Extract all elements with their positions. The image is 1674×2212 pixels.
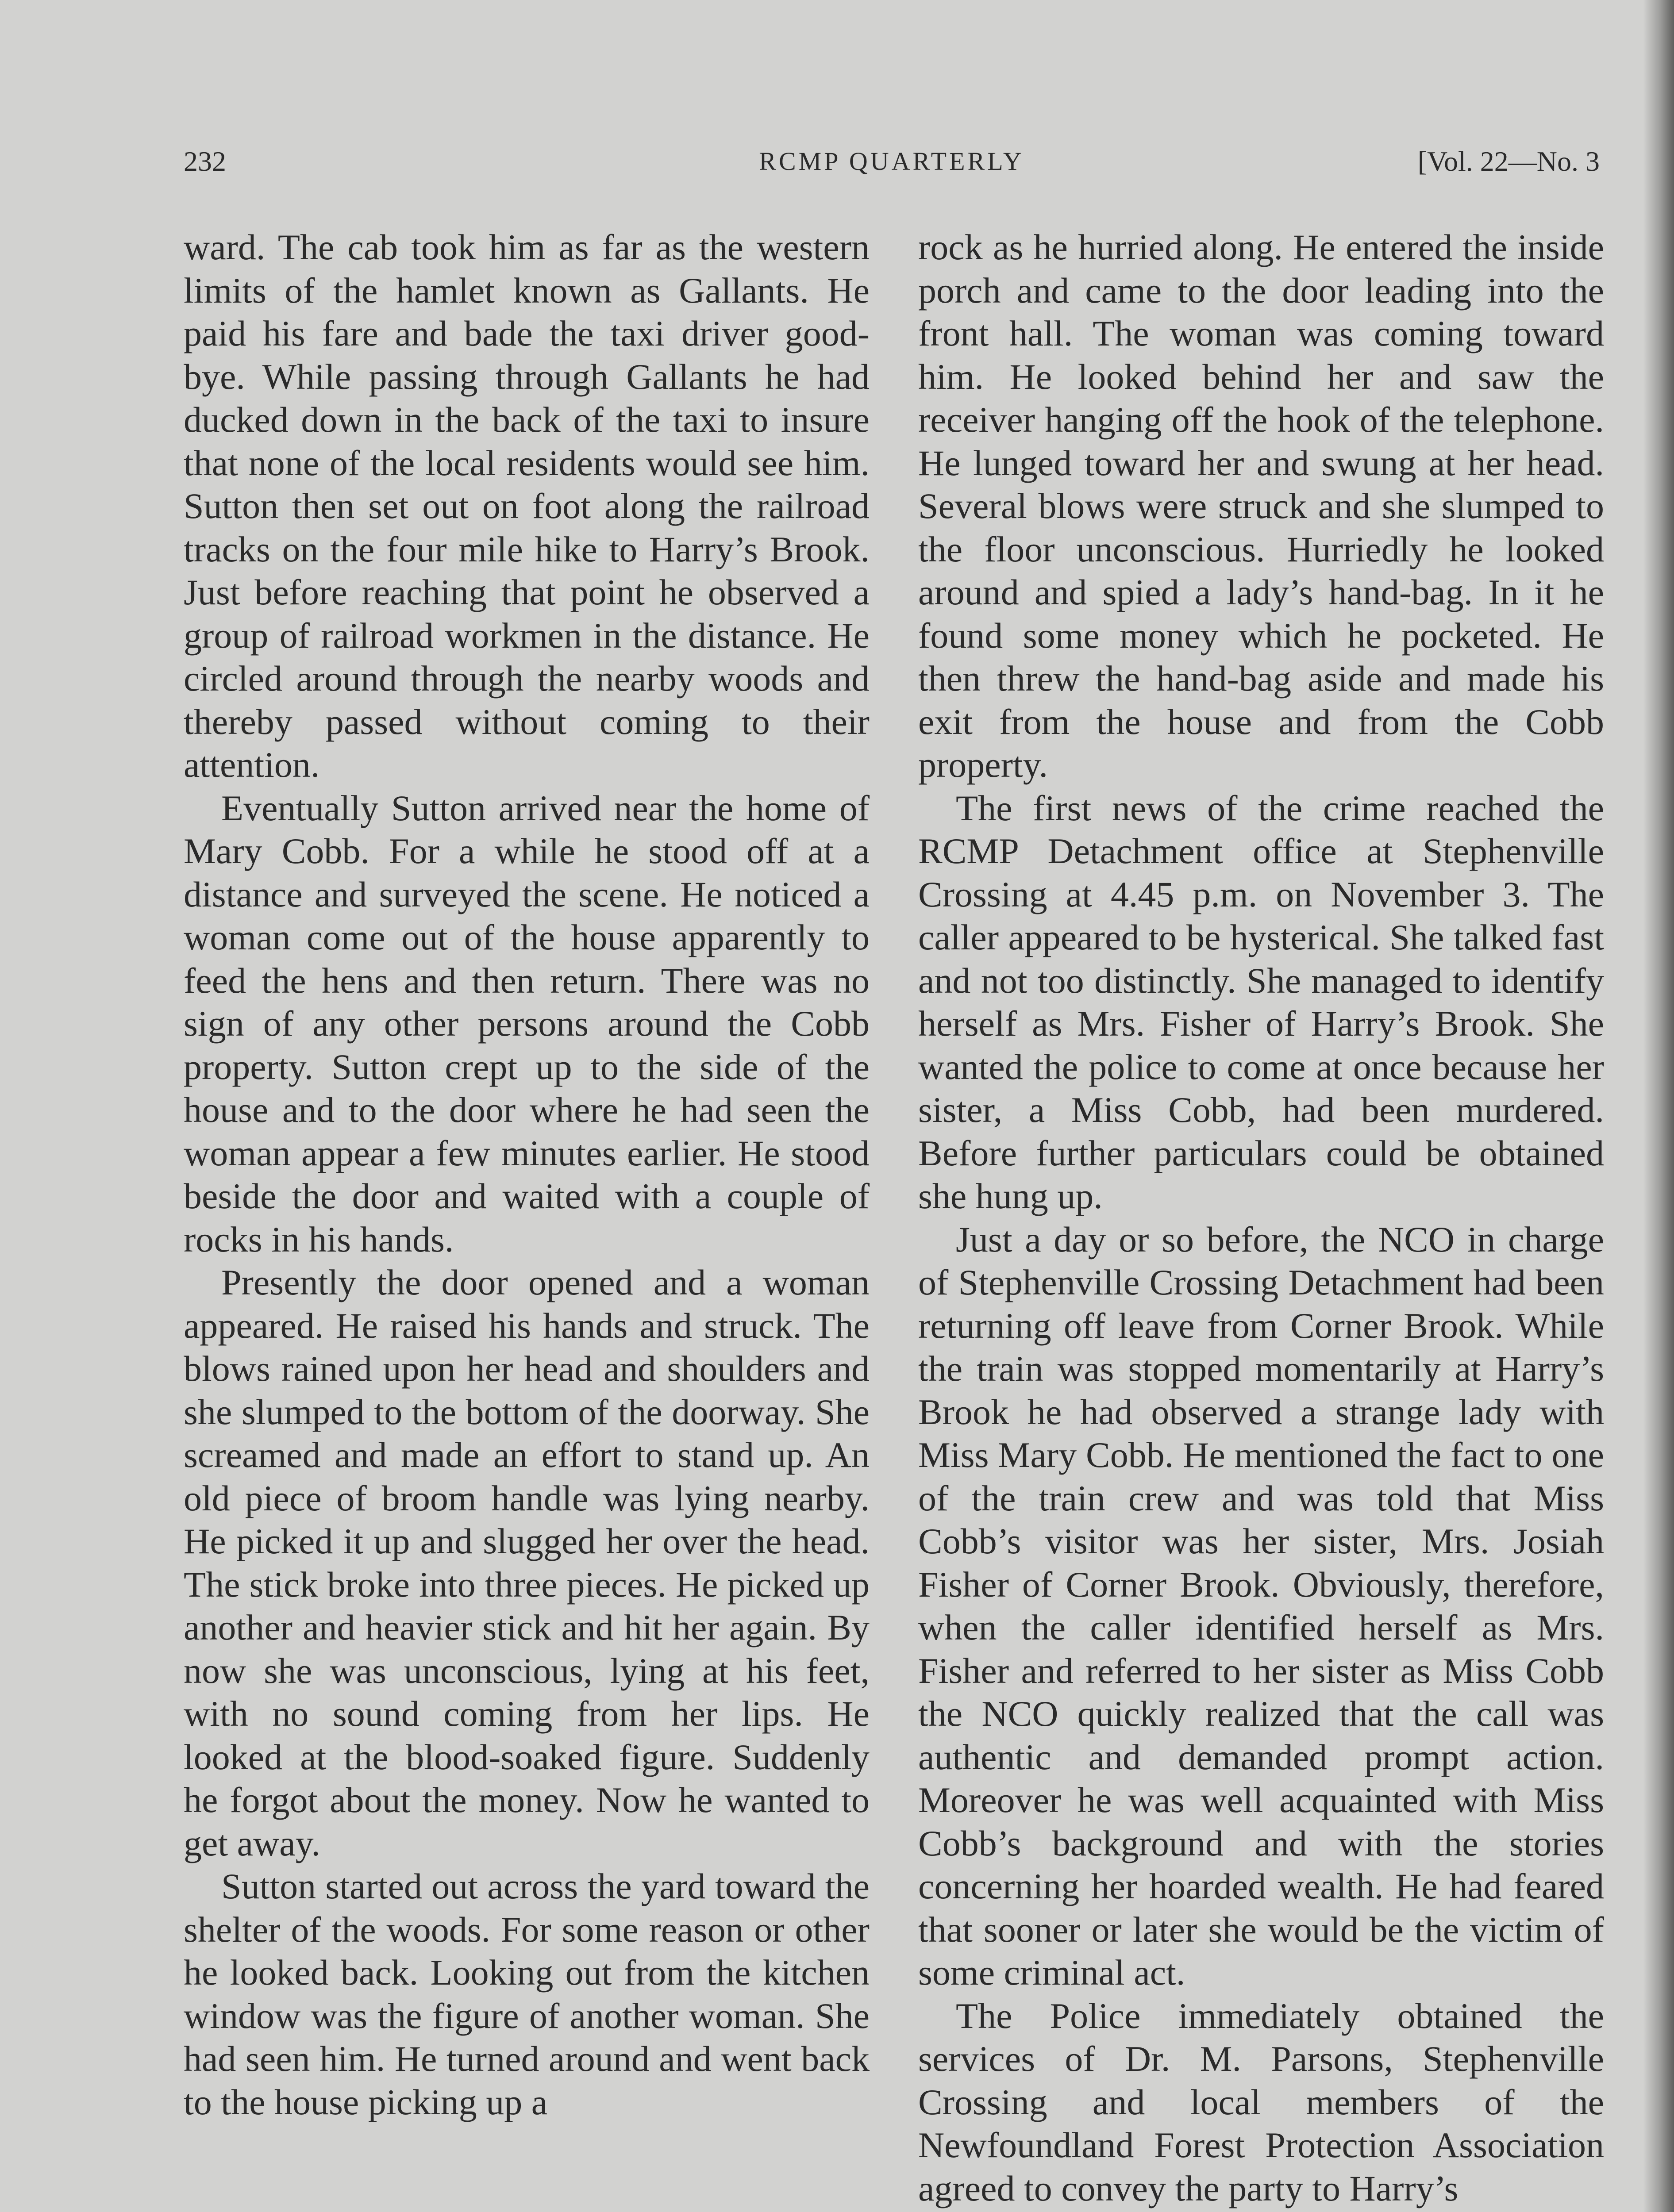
page-number: 232 bbox=[184, 146, 226, 177]
publication-title: RCMP QUARTERLY bbox=[759, 147, 1024, 176]
page-edge-shadow bbox=[1643, 0, 1674, 2212]
issue-label: [Vol. 22—No. 3 bbox=[1417, 146, 1600, 177]
paragraph: Sutton started out across the yard toward the shelter of the woods. For some reason or other he looked back. Looking out from the kitchen window was the figure of another woman. She had seen him. He turned around and went back to the house picking up a bbox=[184, 1866, 870, 2122]
left-column bbox=[184, 226, 870, 2124]
paragraph: Just a day or so before, the NCO in charge of Stephenville Crossing Detachment had been returning off leave from Corner Brook. While the train was stopped momentarily at Harry’s Brook he had observed a strange lady with Miss Mary Cobb. He mentioned the fact to one of the train crew and was told that Miss Cobb’s visitor was her sister, Mrs. Josiah Fisher of Corner Brook. Obviously, therefore, when the caller identified herself as Mrs. Fisher and referred to her sister as Miss Cobb the NCO quickly realized that the call was authentic and demanded prompt action. Moreover he was well acquainted with Miss Cobb’s background and with the stories concerning her hoarded wealth. He had feared that sooner or later she would be the victim of some criminal act. bbox=[918, 1219, 1604, 1993]
running-header bbox=[184, 142, 1600, 181]
right-column bbox=[918, 226, 1604, 2210]
paragraph: ward. The cab took him as far as the western limits of the hamlet known as Gallants. He paid his fare and bade the taxi driver good-bye. While passing through Gallants he had ducked down in the back of the taxi to insure that none of the local residents would see him. Sutton then set out on foot along the railroad tracks on the four mile hike to Harry’s Brook. Just before reaching that point he observed a group of railroad workmen in the distance. He circled around through the nearby woods and thereby passed without coming to their attention. bbox=[184, 227, 870, 785]
paragraph: Eventually Sutton arrived near the home of Mary Cobb. For a while he stood off at a distance and surveyed the scene. He noticed a woman come out of the house apparently to feed the hens and then return. There was no sign of any other persons around the Cobb property. Sutton crept up to the side of the house and to the door where he had seen the woman appear a few minutes earlier. He stood beside the door and waited with a couple of rocks in his hands. bbox=[184, 787, 870, 1260]
paragraph: rock as he hurried along. He entered the inside porch and came to the door leading into the front hall. The woman was coming toward him. He looked behind her and saw the receiver hanging off the hook of the telephone. He lunged toward her and swung at her head. Several blows were struck and she slumped to the floor unconscious. Hurriedly he looked around and spied a lady’s hand-bag. In it he found some money which he pocketed. He then threw the hand-bag aside and made his exit from the house and from the Cobb property. bbox=[918, 227, 1604, 785]
paragraph: The Police immediately obtained the services of Dr. M. Parsons, Stephenville Crossing and local members of the Newfoundland Forest Protection Association agreed to convey the party to Harry’s bbox=[918, 1995, 1604, 2208]
paragraph: The first news of the crime reached the RCMP Detachment office at Stephenville Crossing at 4.45 p.m. on November 3. The caller appeared to be hysterical. She talked fast and not too distinctly. She managed to identify herself as Mrs. Fisher of Harry’s Brook. She wanted the police to come at once because her sister, a Miss Cobb, had been murdered. Before further particulars could be obtained she hung up. bbox=[918, 787, 1604, 1216]
paragraph: Presently the door opened and a woman appeared. He raised his hands and struck. The blows rained upon her head and shoulders and she slumped to the bottom of the doorway. She screamed and made an effort to stand up. An old piece of broom handle was lying nearby. He picked it up and slugged her over the head. The stick broke into three pieces. He picked up another and heavier stick and hit her again. By now she was unconscious, lying at his feet, with no sound coming from her lips. He looked at the blood-soaked figure. Suddenly he forgot about the money. Now he wanted to get away. bbox=[184, 1262, 870, 1863]
